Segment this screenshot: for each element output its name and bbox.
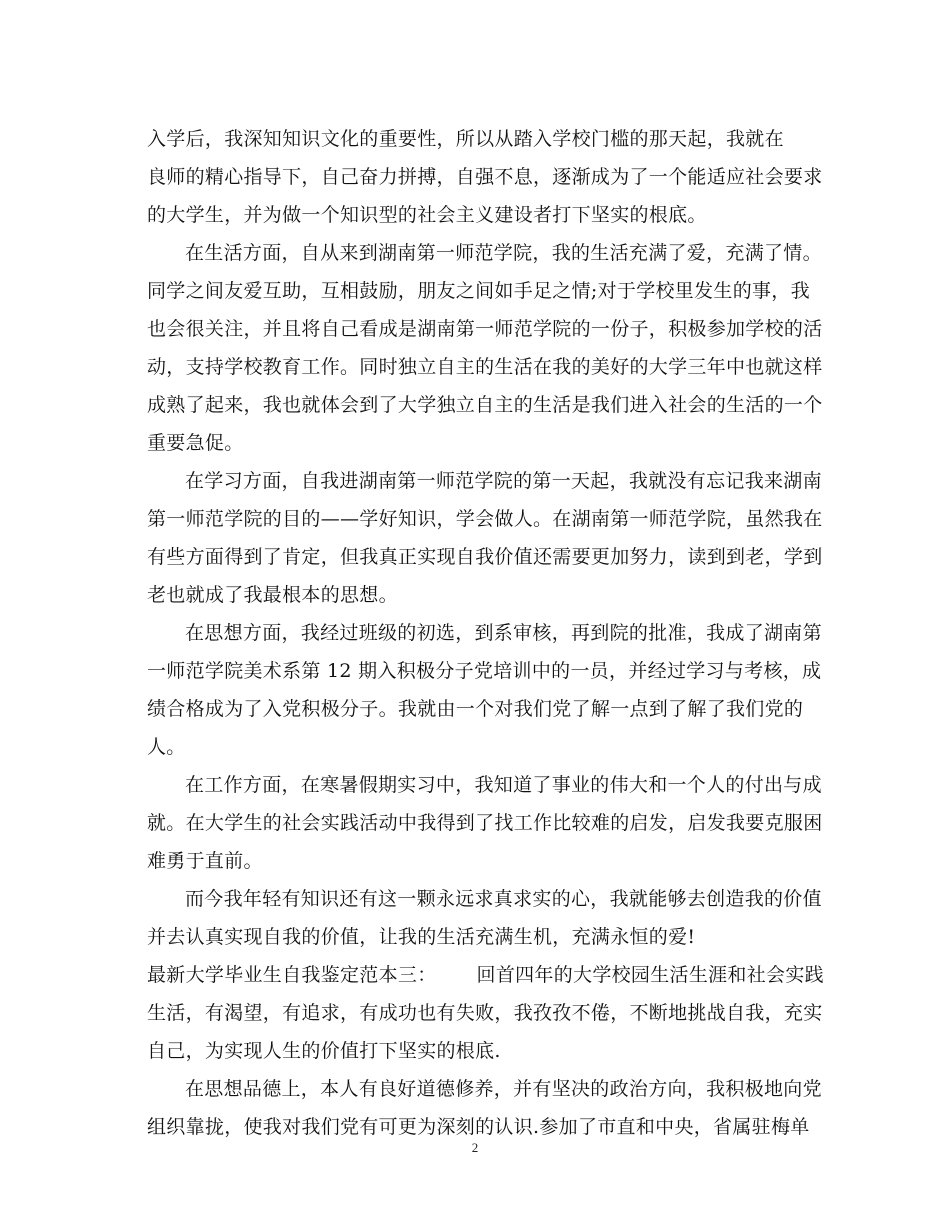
section-heading-line bbox=[147, 956, 824, 994]
text-line: 一师范学院美术系第 12 期入积极分子党培训中的一员，并经过学习与考核，成 bbox=[147, 660, 822, 682]
text-line: 入学后，我深知知识文化的重要性，所以从踏入学校门槛的那天起，我就在 bbox=[147, 128, 784, 150]
paragraph-start-line: 而今我年轻有知识还有这一颗永远求真求实的心，我就能够去创造我的价值 bbox=[185, 888, 822, 910]
text-line: 难勇于直前。 bbox=[147, 850, 263, 872]
text-line: 组织靠拢，使我对我们党有可更为深刻的认识.参加了市直和中央，省属驻梅单 bbox=[147, 1116, 810, 1138]
paragraph-start-line: 在生活方面，自从来到湖南第一师范学院，我的生活充满了爱，充满了情。 bbox=[185, 242, 822, 264]
text-line: 也会很关注，并且将自己看成是湖南第一师范学院的一份子，积极参加学校的活 bbox=[147, 318, 823, 340]
page-number: 2 bbox=[471, 1140, 479, 1155]
text-line: 就。在大学生的社会实践活动中我得到了找工作比较难的启发，启发我要克服困 bbox=[147, 812, 823, 834]
text-line: 重要急促。 bbox=[147, 432, 244, 454]
document-body bbox=[147, 120, 824, 1146]
paragraph-start-line: 在思想品德上，本人有良好道德修养，并有坚决的政治方向，我积极地向党 bbox=[185, 1078, 822, 1100]
paragraph-start-line: 在思想方面，我经过班级的初选，到系审核，再到院的批准，我成了湖南第 bbox=[185, 622, 822, 644]
text-line: 回首四年的大学校园生活生涯和社会实践 bbox=[476, 964, 824, 986]
text-line: 绩合格成为了入党积极分子。我就由一个对我们党了解一点到了解了我们党的 bbox=[147, 698, 804, 720]
text-line: 的大学生，并为做一个知识型的社会主义建设者打下坚实的根底。 bbox=[147, 204, 707, 226]
text-line: 老也就成了我最根本的思想。 bbox=[147, 584, 398, 606]
text-line: 良师的精心指导下，自己奋力拼搏，自强不息，逐渐成为了一个能适应社会要求 bbox=[147, 166, 823, 188]
text-line: 人。 bbox=[147, 736, 186, 758]
text-line: 有些方面得到了肯定，但我真正实现自我价值还需要更加努力，读到到老，学到 bbox=[147, 546, 823, 568]
text-line: 生活，有渴望，有追求，有成功也有失败，我孜孜不倦，不断地挑战自我，充实 bbox=[147, 1002, 823, 1024]
section-heading: 最新大学毕业生自我鉴定范本三： bbox=[147, 964, 437, 986]
paragraph-start-line: 在学习方面，自我进湖南第一师范学院的第一天起，我就没有忘记我来湖南 bbox=[185, 470, 822, 492]
text-line: 同学之间友爱互助，互相鼓励，朋友之间如手足之情;对于学校里发生的事，我 bbox=[147, 280, 810, 302]
text-line: 自己，为实现人生的价值打下坚实的根底. bbox=[147, 1040, 501, 1062]
text-line: 并去认真实现自我的价值，让我的生活充满生机，充满永恒的爱! bbox=[147, 926, 696, 948]
text-line: 动，支持学校教育工作。同时独立自主的生活在我的美好的大学三年中也就这样 bbox=[147, 356, 823, 378]
text-line: 第一师范学院的目的——学好知识，学会做人。在湖南第一师范学院，虽然我在 bbox=[147, 508, 823, 530]
text-line: 成熟了起来，我也就体会到了大学独立自主的生活是我们进入社会的生活的一个 bbox=[147, 394, 823, 416]
paragraph-start-line: 在工作方面，在寒暑假期实习中，我知道了事业的伟大和一个人的付出与成 bbox=[185, 774, 822, 796]
